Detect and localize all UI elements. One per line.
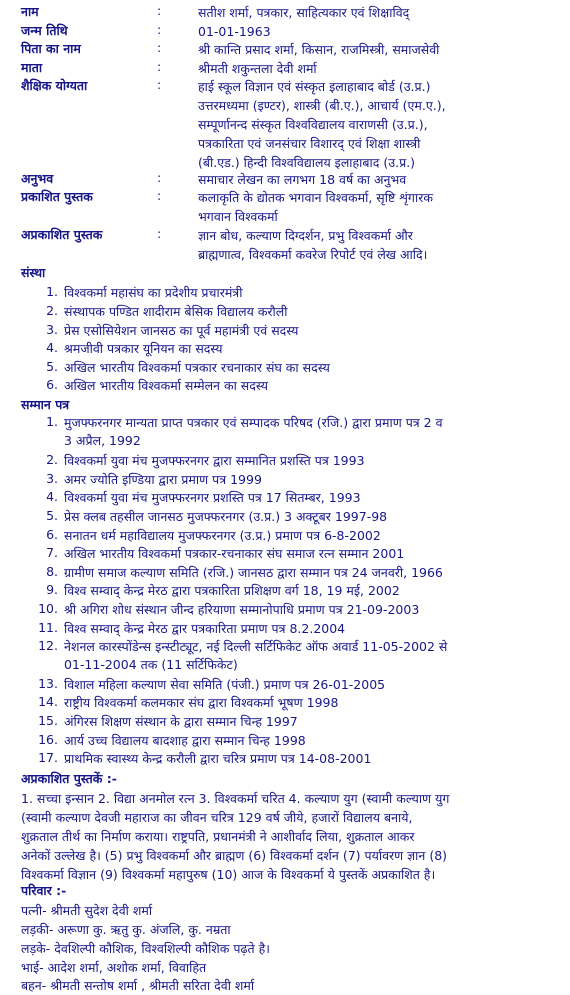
samman-heading: सम्मान पत्र: [21, 397, 70, 412]
profile-colon: :: [157, 59, 162, 74]
profile-value: कलाकृति के द्योतक भगवान विश्वकर्मा, सृष्टि शृंगारक भगवान विश्वकर्मा: [198, 190, 433, 224]
family-line: लड़के- देवशिल्पी कौशिक, विश्वशिल्पी कौशिक पढ़ते है।: [21, 941, 270, 956]
profile-value: सतीश शर्मा, पत्रकार, साहित्यकार एवं शिक्षाविद्: [198, 5, 410, 20]
profile-label: अनुभव: [21, 171, 54, 186]
profile-row-mother: [0, 59, 570, 79]
profile-label: शैक्षिक योग्यता: [21, 78, 88, 93]
profile-value: ज्ञान बोध, कल्याण दिग्दर्शन, प्रभु विश्वकर्मा और ब्राह्मणात्व, विश्वकर्मा कवरेज रिपोर्ट एवं लेख आदि।: [198, 228, 428, 262]
profile-colon: :: [157, 188, 162, 203]
profile-colon: :: [157, 22, 162, 37]
family-line: भाई- आदेश शर्मा, अशोक शर्मा, विवाहित: [21, 960, 207, 975]
profile-row-education: [0, 77, 570, 172]
paragraph-line: विश्वकर्मा विज्ञान (9) विश्वकर्मा महापुरुष (10) आज के विश्वकर्मा ये पुस्तकें अप्रकाशित है।: [21, 867, 436, 882]
profile-row-name: [0, 3, 570, 23]
profile-label: जन्म तिथि: [21, 23, 68, 38]
profile-value: 01-01-1963: [198, 24, 271, 39]
profile-label: नाम: [21, 4, 39, 19]
family-heading: परिवार :-: [21, 883, 67, 898]
profile-value: समाचार लेखन का लगभग 18 वर्ष का अनुभव: [198, 172, 407, 187]
profile-row-published-books: [0, 188, 570, 228]
sanstha-heading: संस्था: [21, 265, 46, 280]
profile-value: श्रीमती शकुन्तला देवी शर्मा: [198, 61, 317, 76]
profile-colon: :: [157, 3, 162, 18]
paragraph-line: 1. सच्चा इन्सान 2. विद्या अनमोल रत्न 3. विश्वकर्मा चरित 4. कल्याण युग (स्वामी कल्याण युग: [21, 791, 450, 806]
paragraph-line: (स्वामी कल्याण देवजी महाराज का जीवन चरित्र 129 वर्ष जीये, हजारों विद्यालय बनाये,: [21, 810, 413, 825]
profile-label: पिता का नाम: [21, 41, 81, 56]
paragraph-line: शुक्रताल तीर्थ का निर्माण कराया। राष्ट्रपति, प्रधानमंत्री ने आशीर्वाद लिया, शुक्रताल आकर: [21, 829, 415, 844]
profile-row-unpublished-books: [0, 226, 570, 266]
profile-label: प्रकाशित पुस्तक: [21, 189, 93, 204]
profile-value: हाई स्कूल विज्ञान एवं संस्कृत इलाहाबाद बोर्ड (उ.प्र.) उत्तरमध्यमा (इण्टर), शास्त्री (बी.ए.), आचार्य (एम.ए.), सम्पूर्णानन्द संस्कृत विश्वविद्यालय वाराणसी (उ.प्र.), पत्रकारिता एवं जनसंचार विशारद् एवं शिक्षा शास्त्री (बी.एड.) हिन्दी विश्वविद्यालय इलाहाबाद (उ.प्र.): [198, 79, 446, 170]
profile-row-father: [0, 40, 570, 60]
profile-row-experience: [0, 170, 570, 190]
profile-colon: :: [157, 170, 162, 185]
profile-row-dob: [0, 22, 570, 42]
family-line: लड़की- अरूणा कु. ऋतु कु. अंजलि, कु. नम्रता: [21, 922, 231, 937]
profile-label: अप्रकाशित पुस्तक: [21, 227, 103, 242]
profile-colon: :: [157, 226, 162, 241]
profile-label: माता: [21, 60, 43, 75]
family-line: बहन- श्रीमती सन्तोष शर्मा , श्रीमती सरिता देवी शर्मा: [21, 978, 255, 993]
profile-colon: :: [157, 77, 162, 92]
profile-colon: :: [157, 40, 162, 55]
unpublished-books-heading: अप्रकाशित पुस्तकें :-: [21, 771, 117, 786]
family-line: पत्नी- श्रीमती सुदेश देवी शर्मा: [21, 903, 153, 918]
profile-value: श्री कान्ति प्रसाद शर्मा, किसान, राजमिस्त्री, समाजसेवी: [198, 42, 440, 57]
paragraph-line: अनेकों उल्लेख है। (5) प्रभु विश्वकर्मा और ब्राह्मण (6) विश्वकर्मा दर्शन (7) पर्यावरण ज्ञान (8): [21, 848, 448, 863]
